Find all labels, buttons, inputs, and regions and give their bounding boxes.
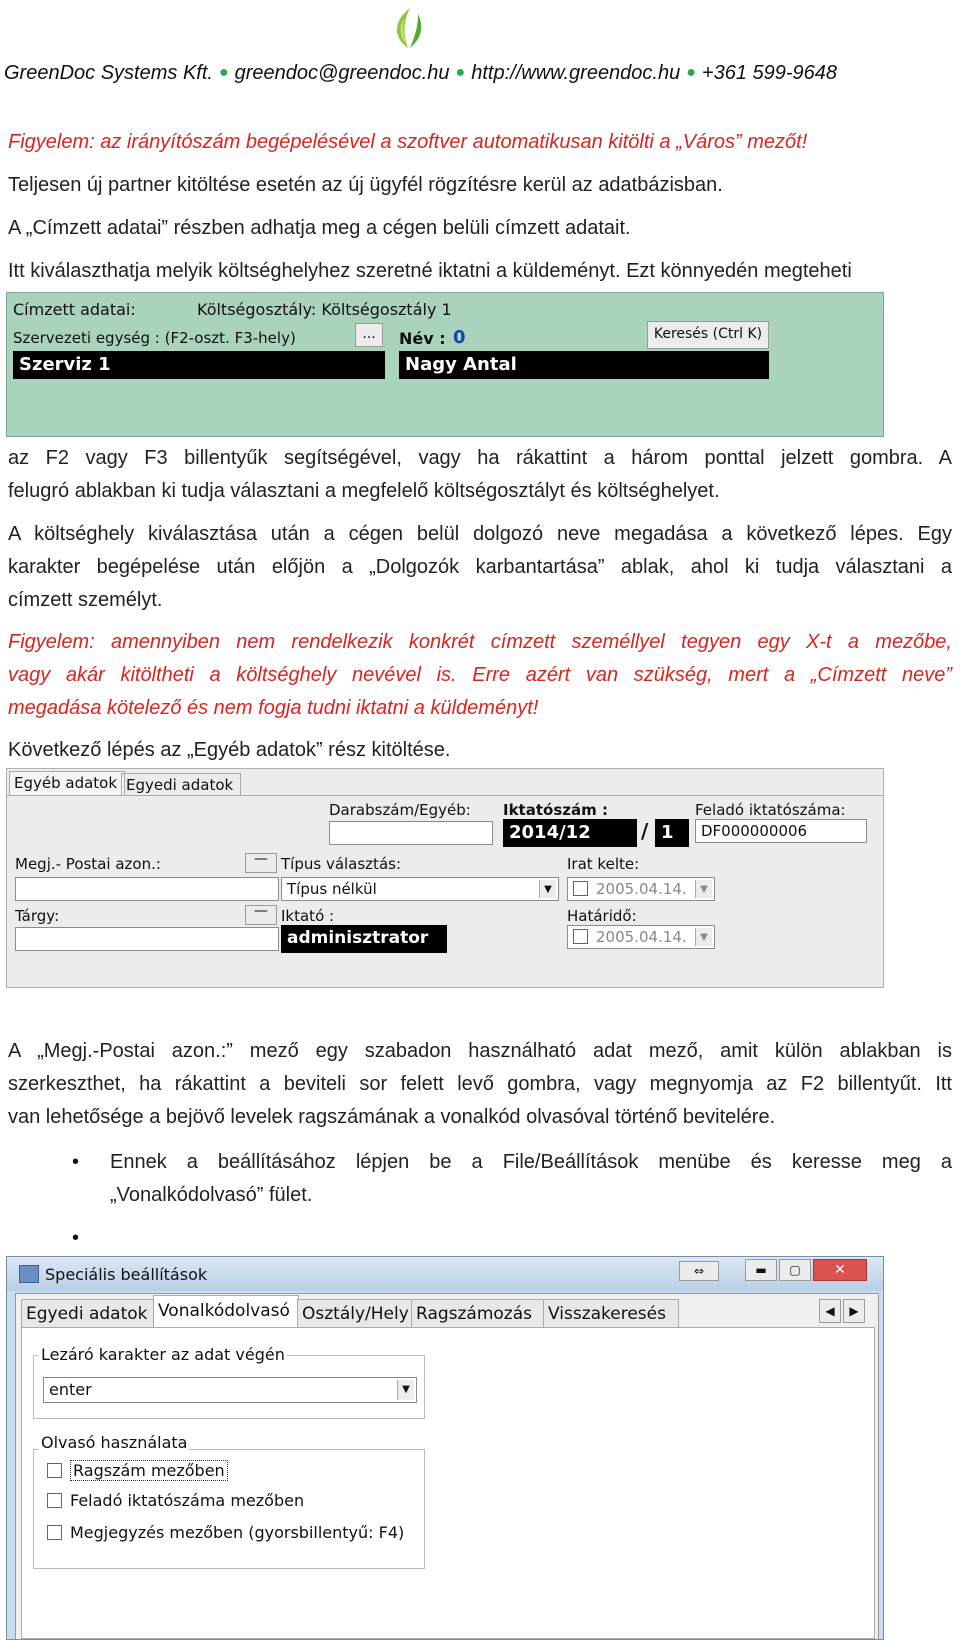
paragraph-new-partner: Teljesen új partner kitöltése esetén az új ügyfél rögzítésre kerül az adatbázisban.	[8, 174, 723, 196]
bullet-marker: •	[72, 1151, 80, 1173]
maximize-icon[interactable]: ▢	[779, 1259, 811, 1281]
bullet-marker-empty: •	[72, 1227, 80, 1249]
cost-department: Költségosztály: Költségosztály 1	[197, 300, 452, 319]
iktatoszam-slash: /	[641, 819, 649, 843]
paragraph-employee-a: A költséghely kiválasztása után a cégen belül dolgozó neve megadása a következő lépes. Egy	[8, 523, 952, 545]
chevron-down-icon[interactable]: ▼	[397, 1380, 414, 1400]
special-settings-window	[6, 1256, 884, 1640]
company-email[interactable]: greendoc@greendoc.hu	[234, 62, 450, 84]
warning-recipient-a: Figyelem: amennyiben nem rendelkezik konkrét címzett személlyel tegyen egy X-t a mezőbe,	[8, 631, 952, 653]
tab-osztaly-hely[interactable]: Osztály/Hely	[297, 1299, 413, 1328]
org-unit-field[interactable]: Szerviz 1	[13, 351, 385, 379]
warning-recipient-b: vagy akár kitöltheti a költséghely nevével is. Erre azért van szükség, mert a „Címzett neve”	[8, 664, 952, 686]
megj-label: Megj.- Postai azon.:	[15, 855, 161, 873]
tab-ragszamozas[interactable]: Ragszámozás	[411, 1299, 545, 1328]
felado-label: Feladó iktatószáma:	[695, 801, 846, 819]
paragraph-employee-b: karakter begépelése után előjön a „Dolgozók karbantartása” ablak, ahol ki tudja választani a	[8, 556, 952, 578]
check-felado[interactable]	[47, 1491, 304, 1510]
group-reader-label: Olvasó használata	[41, 1433, 188, 1452]
warning-zip: Figyelem: az irányítószám begépelésével a szoftver automatikusan kitölti a „Város” mezőt!	[8, 131, 808, 153]
recipient-panel	[6, 292, 884, 437]
minimize-icon[interactable]: ▬	[745, 1259, 777, 1281]
darab-label: Darabszám/Egyéb:	[329, 801, 471, 819]
iktatoszam-field[interactable]: 2014/12	[503, 819, 637, 847]
tipus-label: Típus választás:	[281, 855, 401, 873]
irat-checkbox[interactable]	[573, 881, 588, 896]
iktato-field[interactable]: adminisztrator	[281, 925, 447, 953]
terminator-value: enter	[49, 1380, 92, 1399]
tipus-value: Típus nélkül	[287, 880, 377, 898]
irat-label: Irat kelte:	[567, 855, 640, 873]
tab-scroll-left-icon[interactable]: ◀	[819, 1299, 841, 1323]
paragraph-employee-c: címzett személyt.	[8, 589, 163, 611]
irat-date[interactable]	[567, 877, 715, 901]
company-website[interactable]: http://www.greendoc.hu	[471, 62, 681, 84]
chevron-down-icon[interactable]: ▼	[539, 880, 556, 898]
company-header: GreenDoc Systems Kft. ● greendoc@greendoc.hu ● http://www.greendoc.hu ● +361 599-9648	[4, 62, 838, 84]
iktatoszam-label: Iktatószám :	[503, 801, 608, 819]
bullet-settings-b: „Vonalkódolvasó” fület.	[110, 1184, 313, 1206]
darab-input[interactable]	[329, 821, 493, 845]
org-unit-label: Szervezeti egység : (F2-oszt. F3-hely)	[13, 329, 296, 347]
other-data-panel	[6, 768, 884, 988]
paragraph-cost-center: Itt kiválaszthatja melyik költséghelyhez szeretné iktatni a küldeményt. Ezt könnyedén megteheti	[8, 260, 852, 282]
felado-input[interactable]: DF000000006	[695, 819, 867, 843]
paragraph-f2-a: az F2 vagy F3 billentyűk segítségével, vagy ha rákattint a három ponttal jelzett gombra. A	[8, 447, 952, 469]
check-felado-label: Feladó iktatószáma mezőben	[70, 1491, 305, 1510]
hatarido-label: Határidő:	[567, 907, 637, 925]
targy-input[interactable]	[15, 927, 279, 951]
name-label: Név :	[399, 329, 446, 348]
search-button[interactable]: Keresés (Ctrl K)	[647, 321, 769, 349]
paragraph-megj-a: A „Megj.-Postai azon.:” mező egy szabadon használható adat mező, amit külön ablakban is	[8, 1040, 952, 1062]
recipient-name-field[interactable]: Nagy Antal	[399, 351, 769, 379]
tab-egyeb-adatok[interactable]: Egyéb adatok	[9, 771, 125, 796]
targy-label: Tárgy:	[15, 907, 60, 925]
paragraph-megj-c: van lehetősége a bejövő levelek ragszámának a vonalkód olvasóval történő bevitelére.	[8, 1106, 776, 1128]
group-terminator-label: Lezáró karakter az adat végén	[41, 1345, 285, 1364]
megj-input[interactable]	[15, 877, 279, 901]
paragraph-next-step: Következő lépés az „Egyéb adatok” rész kitöltése.	[8, 739, 451, 761]
targy-edit-button[interactable]: —	[245, 905, 277, 925]
iktatoszam-number[interactable]: 1	[655, 819, 689, 847]
tab-scroll-right-icon[interactable]: ▶	[843, 1299, 865, 1323]
paragraph-f2-b: felugró ablakban ki tudja választani a megfelelő költségosztályt és költséghelyet.	[8, 480, 720, 502]
paragraph-recipient: A „Címzett adatai” részben adhatja meg a cégen belüli címzett adatait.	[8, 217, 631, 239]
megj-edit-button[interactable]: —	[245, 853, 277, 873]
irat-value: 2005.04.14.	[596, 880, 687, 898]
company-name: GreenDoc Systems Kft.	[4, 62, 213, 84]
check-ragszam[interactable]	[47, 1461, 228, 1480]
bullet-settings-a: Ennek a beállításához lépjen be a File/Beállítások menübe és keresse meg a	[110, 1151, 952, 1173]
paragraph-megj-b: szerkeszthet, ha rákattint a beviteli sor felett levő gombra, vagy megnyomja az F2 billentyűt. Itt	[8, 1073, 952, 1095]
checkbox-felado[interactable]	[47, 1493, 62, 1508]
greendoc-leaf-logo	[388, 4, 428, 50]
tab-visszakereses[interactable]: Visszakeresés	[543, 1299, 679, 1328]
tab-vonalkodolvaso[interactable]: Vonalkódolvasó	[153, 1295, 299, 1328]
close-icon[interactable]: ✕	[813, 1259, 867, 1281]
check-megjegyzes[interactable]	[47, 1523, 404, 1542]
warning-recipient-c: megadása kötelező és nem fogja tudni iktatni a küldeményt!	[8, 697, 539, 719]
window-title: Speciális beállítások	[45, 1265, 208, 1284]
window-app-icon	[19, 1265, 39, 1283]
terminator-select[interactable]	[43, 1377, 417, 1403]
chevron-down-icon[interactable]: ▼	[695, 928, 712, 946]
hatarido-checkbox[interactable]	[573, 929, 588, 944]
dots-button[interactable]: ...	[355, 323, 383, 347]
checkbox-ragszam[interactable]	[47, 1463, 62, 1478]
chevron-down-icon[interactable]: ▼	[695, 880, 712, 898]
recipient-title: Címzett adatai:	[13, 300, 136, 319]
resize-icon[interactable]: ⇔	[679, 1261, 719, 1281]
name-count: 0	[453, 327, 466, 348]
tipus-select[interactable]	[281, 877, 559, 901]
check-ragszam-label: Ragszám mezőben	[70, 1460, 228, 1481]
iktato-label: Iktató :	[281, 907, 335, 925]
tab-egyedi-adatok[interactable]: Egyedi adatok	[121, 773, 241, 796]
tab-egyedi-adatok[interactable]: Egyedi adatok	[21, 1299, 157, 1328]
check-megjegyzes-label: Megjegyzés mezőben (gyorsbillentyű: F4)	[70, 1523, 405, 1542]
hatarido-date[interactable]	[567, 925, 715, 949]
checkbox-megjegyzes[interactable]	[47, 1525, 62, 1540]
hatarido-value: 2005.04.14.	[596, 928, 687, 946]
company-phone: +361 599-9648	[701, 62, 838, 84]
